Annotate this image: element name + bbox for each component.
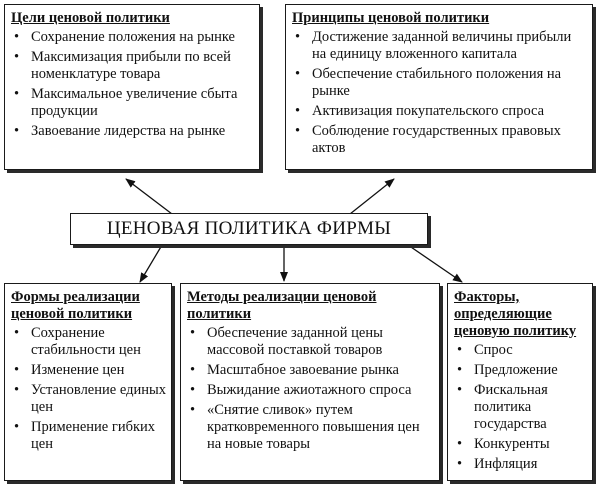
list-item	[11, 382, 166, 416]
item-text: Максимизация прибыли по всей номенклатуре товара	[31, 49, 231, 82]
bullet: •	[14, 29, 20, 45]
bullet: •	[14, 362, 20, 378]
list-item	[11, 86, 254, 120]
item-text: Завоевание лидерства на рынке	[31, 123, 226, 139]
goals-title: Цели ценовой политики	[11, 10, 170, 26]
item-text: Активизация покупательского спроса	[312, 103, 545, 119]
bullet: •	[457, 382, 463, 398]
bullet: •	[295, 29, 301, 45]
bullet: •	[457, 342, 463, 358]
arrow-to-factors	[408, 245, 462, 282]
list-item	[292, 103, 586, 120]
bullet: •	[190, 382, 196, 398]
list-item	[292, 123, 586, 157]
list-item	[187, 402, 434, 453]
list-item	[11, 325, 166, 359]
item-text: Соблюдение государственных правовых актов	[312, 123, 561, 156]
center-label: ЦЕНОВАЯ ПОЛИТИКА ФИРМЫ	[106, 218, 392, 239]
item-text: Обеспечение стабильного положения на рынке	[312, 66, 562, 99]
item-text: Фискальная политика государства	[474, 382, 548, 432]
bullet: •	[14, 325, 20, 341]
list-item	[454, 436, 587, 453]
item-text: Спрос	[474, 342, 513, 358]
goals-box	[4, 4, 260, 170]
list-item	[454, 342, 587, 359]
list-item	[187, 382, 434, 399]
item-text: Выжидание ажиотажного спроса	[207, 382, 412, 398]
list-item	[11, 29, 254, 46]
item-text: Сохранение стабильности цен	[31, 325, 141, 358]
center-box	[70, 213, 428, 245]
item-text: Максимальное увеличение сбыта продукции	[31, 86, 238, 119]
item-text: Изменение цен	[31, 362, 125, 378]
list-item	[292, 29, 586, 63]
item-text: Инфляция	[474, 456, 538, 472]
factors-title: Факторы, определяющие ценовую политику	[454, 289, 577, 339]
list-item	[11, 419, 166, 453]
factors-list	[454, 342, 587, 473]
item-text: Применение гибких цен	[31, 419, 156, 452]
principles-box	[285, 4, 593, 170]
bullet: •	[14, 49, 20, 65]
forms-title: Формы реализации ценовой политики	[11, 289, 140, 322]
forms-box	[4, 283, 172, 481]
goals-list	[11, 29, 254, 140]
item-text: Конкуренты	[474, 436, 550, 452]
item-text: «Снятие сливок» путем кратковременного повышения цен на новые товары	[207, 402, 420, 452]
arrow-to-goals	[126, 179, 172, 214]
bullet: •	[295, 66, 301, 82]
list-item	[187, 325, 434, 359]
arrow-to-principles	[350, 179, 394, 214]
item-text: Предложение	[474, 362, 558, 378]
bullet: •	[190, 362, 196, 378]
item-text: Масштабное завоевание рынка	[207, 362, 399, 378]
bullet: •	[295, 103, 301, 119]
bullet: •	[457, 362, 463, 378]
bullet: •	[457, 456, 463, 472]
item-text: Сохранение положения на рынке	[31, 29, 235, 45]
bullet: •	[14, 419, 20, 435]
list-item	[292, 66, 586, 100]
methods-list	[187, 325, 434, 453]
methods-box	[180, 283, 440, 481]
bullet: •	[295, 123, 301, 139]
list-item	[11, 123, 254, 140]
methods-title: Методы реализации ценовой политики	[187, 289, 377, 322]
item-text: Установление единых цен	[31, 382, 166, 415]
bullet: •	[457, 436, 463, 452]
list-item	[11, 362, 166, 379]
principles-list	[292, 29, 586, 157]
factors-box	[447, 283, 593, 481]
bullet: •	[190, 325, 196, 341]
bullet: •	[14, 382, 20, 398]
list-item	[454, 362, 587, 379]
list-item	[454, 456, 587, 473]
item-text: Обеспечение заданной цены массовой поставкой товаров	[207, 325, 383, 358]
forms-list	[11, 325, 166, 453]
bullet: •	[14, 86, 20, 102]
item-text: Достижение заданной величины прибыли на единицу вложенного капитала	[312, 29, 572, 62]
list-item	[454, 382, 587, 433]
bullet: •	[190, 402, 196, 418]
principles-title: Принципы ценовой политики	[292, 10, 490, 26]
bullet: •	[14, 123, 20, 139]
arrow-to-forms	[140, 245, 162, 282]
list-item	[187, 362, 434, 379]
list-item	[11, 49, 254, 83]
